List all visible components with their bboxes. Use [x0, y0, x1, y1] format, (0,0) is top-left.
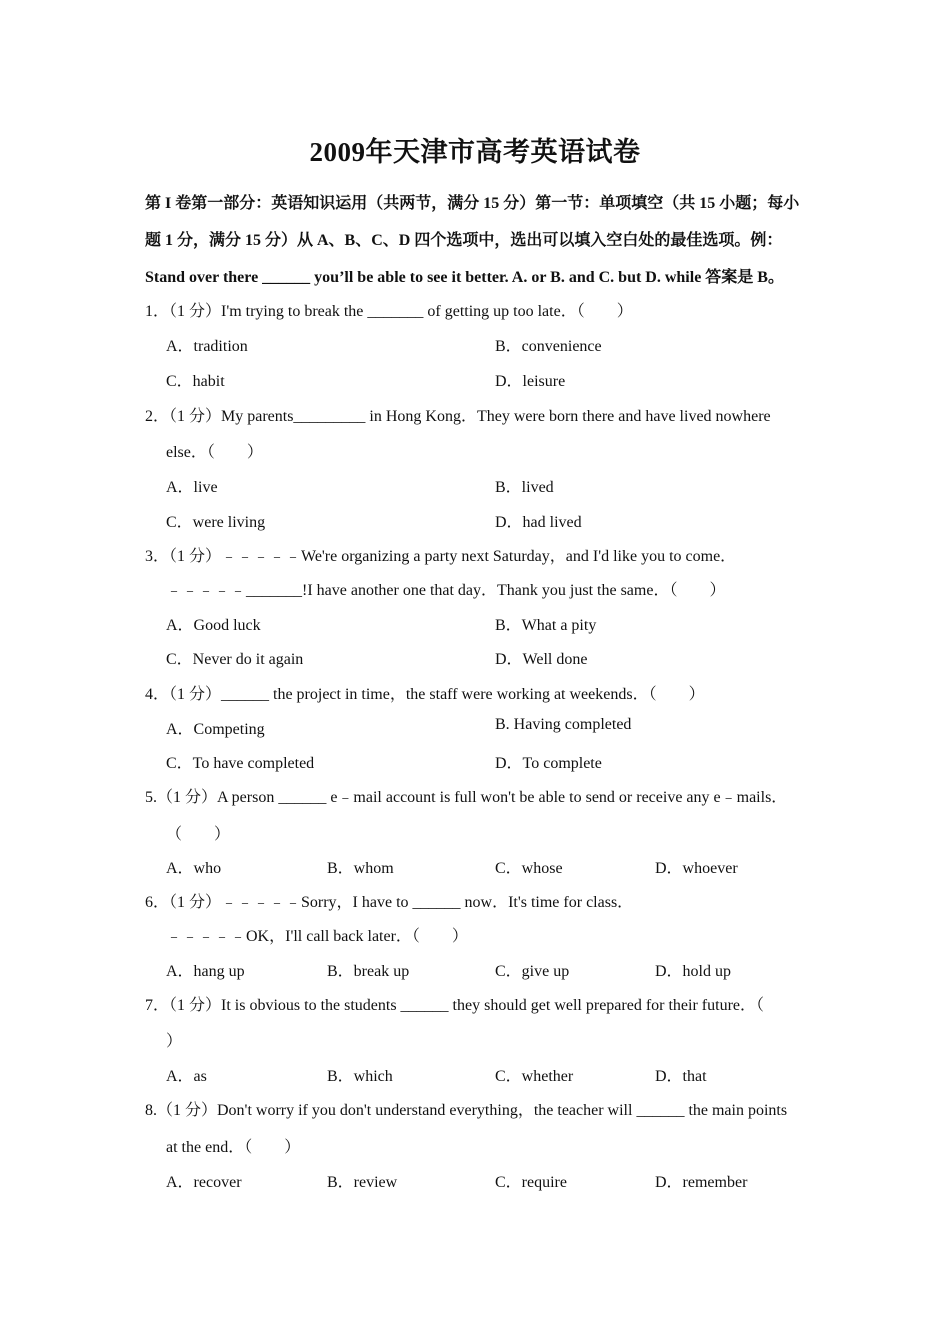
question-8-option-a: A．recover	[166, 1174, 242, 1191]
question-7-stem: 7．（1 分）It is obvious to the students ______ they should get well prepared for their future．（	[145, 997, 765, 1014]
question-1-option-d: D．leisure	[495, 373, 566, 390]
question-6-option-b: B．break up	[327, 963, 410, 980]
section-instructions: 第 I 卷第一部分：英语知识运用（共两节，满分 15 分）第一节：单项填空（共 15 小题；每小题 1 分，满分 15 分）从 A、B、C、D 四个选项中，选出可以填入空白处的最佳选项。例：Stand over there ______ you’ll be able to see it better. A. or B. and C. but D. while 答案是 B。	[145, 195, 800, 286]
question-3-option-a: A．Good luck	[166, 617, 261, 634]
question-1-option-a: A．tradition	[166, 338, 248, 355]
question-1-option-b: B．convenience	[495, 338, 602, 355]
question-4-stem: 4．（1 分）______ the project in time，the staff were working at weekends．（ ）	[145, 686, 705, 703]
question-2-option-b: B．lived	[495, 479, 554, 496]
question-5-stem: 5.（1 分）A person ______ e﹣mail account is full won't be able to send or receive any e﹣mails．	[145, 789, 788, 806]
exam-title: 2009年天津市高考英语试卷	[309, 137, 641, 167]
question-4-option-c: C．To have completed	[166, 755, 315, 772]
question-3-option-b: B．What a pity	[495, 617, 597, 634]
question-4-option-b: B. Having completed	[495, 716, 632, 733]
question-8-option-b: B．review	[327, 1174, 398, 1191]
question-3-stem: 3．（1 分）﹣﹣﹣﹣﹣We're organizing a party next Saturday，and I'd like you to come．	[145, 548, 737, 565]
question-8-stem: 8.（1 分）Don't worry if you don't understand everything，the teacher will ______ the main points	[145, 1102, 788, 1119]
question-2-stem: 2．（1 分）My parents_________ in Hong Kong．They were born there and have lived nowhere	[145, 408, 771, 425]
question-6-stem-continued: ﹣﹣﹣﹣﹣OK，I'll call back later．（ ）	[166, 928, 468, 945]
question-6-option-c: C．give up	[495, 963, 570, 980]
question-7-option-c: C．whether	[495, 1068, 574, 1085]
question-7-option-a: A．as	[166, 1068, 207, 1085]
question-4-option-a: A．Competing	[166, 721, 265, 738]
question-4-option-d: D．To complete	[495, 755, 602, 772]
question-6-option-d: D．hold up	[655, 963, 732, 980]
question-7-option-d: D．that	[655, 1068, 707, 1085]
question-3-option-c: C．Never do it again	[166, 651, 304, 668]
question-2-stem-continued: else．（ ）	[166, 444, 263, 461]
question-2-option-a: A．live	[166, 479, 218, 496]
question-1-stem: 1．（1 分）I'm trying to break the _______ of getting up too late．（ ）	[145, 303, 633, 320]
question-5-option-c: C．whose	[495, 860, 563, 877]
question-5-option-a: A．who	[166, 860, 222, 877]
question-2-option-c: C．were living	[166, 514, 266, 531]
question-2-option-d: D．had lived	[495, 514, 582, 531]
question-3-stem-continued: ﹣﹣﹣﹣﹣_______!I have another one that day．Thank you just the same．（ ）	[166, 582, 726, 599]
question-6-option-a: A．hang up	[166, 963, 245, 980]
question-1-option-c: C．habit	[166, 373, 225, 390]
question-7-stem-continued: ）	[166, 1033, 183, 1050]
question-8-stem-continued: at the end．（ ）	[166, 1139, 301, 1156]
question-7-option-b: B．which	[327, 1068, 393, 1085]
question-5-option-d: D．whoever	[655, 860, 738, 877]
question-6-stem: 6．（1 分）﹣﹣﹣﹣﹣Sorry，I have to ______ now．It's time for class．	[145, 894, 634, 911]
question-3-option-d: D．Well done	[495, 651, 588, 668]
question-8-option-d: D．remember	[655, 1174, 748, 1191]
question-5-stem-continued: （ ）	[166, 826, 231, 843]
question-8-option-c: C．require	[495, 1174, 567, 1191]
question-5-option-b: B．whom	[327, 860, 394, 877]
